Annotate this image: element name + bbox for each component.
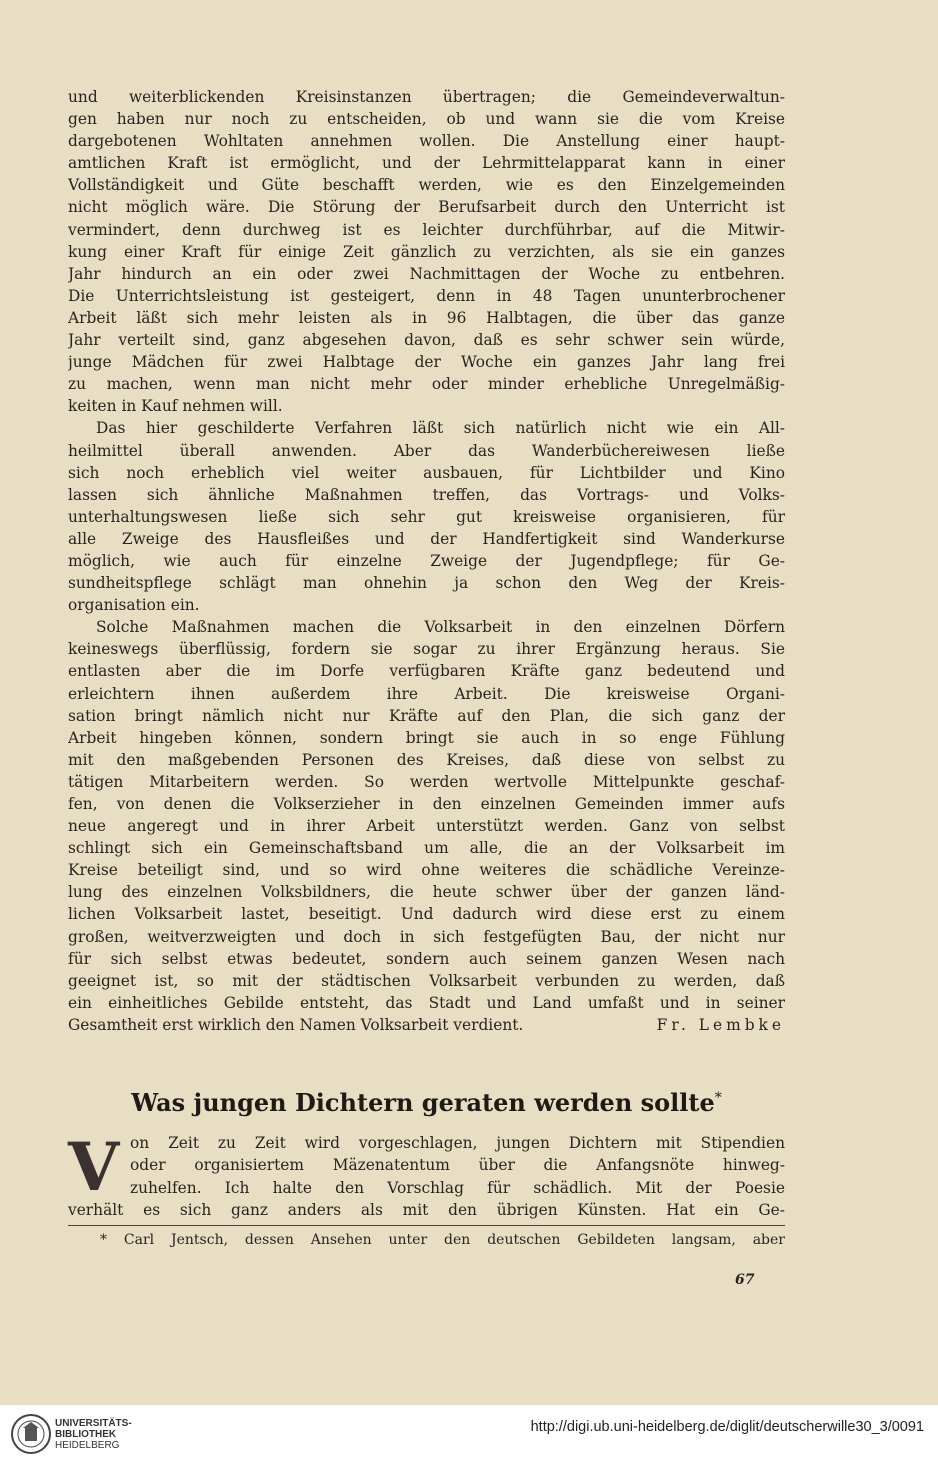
text-line: heilmittel überall anwenden. Aber das Wanderbüchereiwesen ließe xyxy=(68,441,785,460)
text-line: keineswegs überflüssig, fordern sie sogar zu ihrer Ergänzung heraus. Sie xyxy=(68,640,785,659)
viewer-footer xyxy=(0,1405,938,1474)
article-heading xyxy=(68,1088,785,1117)
text-line: lung des einzelnen Volksbildners, die heute schwer über der ganzen länd- xyxy=(68,883,785,902)
text-line: und weiterblickenden Kreisinstanzen übertragen; die Gemeindeverwaltun- xyxy=(68,88,785,106)
article-line: on Zeit zu Zeit wird vorgeschlagen, jungen Dichtern mit Stipendien xyxy=(130,1134,785,1152)
university-seal-icon xyxy=(10,1413,52,1455)
text-line: sation bringt nämlich nicht nur Kräfte auf den Plan, die sich ganz der xyxy=(68,706,785,725)
footnote-divider xyxy=(68,1225,785,1226)
text-line: nicht möglich wäre. Die Störung der Berufsarbeit durch den Unterricht ist xyxy=(68,198,785,217)
text-line: sundheitspflege schlägt man ohnehin ja schon den Weg der Kreis- xyxy=(68,574,785,593)
footnote-marker: * xyxy=(714,1090,722,1106)
article-line: zuhelfen. Ich halte den Vorschlag für schädlich. Mit der Poesie xyxy=(130,1178,785,1197)
text-line: junge Mädchen für zwei Halbtage der Woche ein ganzes Jahr lang frei xyxy=(68,353,785,372)
text-line: Vollständigkeit und Güte beschafft werden, wie es den Einzelgemeinden xyxy=(68,176,785,195)
text-line: zu machen, wenn man nicht mehr oder minder erhebliche Unregelmäßig- xyxy=(68,375,785,394)
text-line: Arbeit hingeben können, sondern bringt sie auch in so enge Fühlung xyxy=(68,728,785,747)
article-body xyxy=(68,1128,785,1222)
text-line: keiten in Kauf nehmen will. xyxy=(68,397,283,416)
text-line: neue angeregt und in ihrer Arbeit unterstützt werden. Ganz von selbst xyxy=(68,817,785,836)
text-line: organisation ein. xyxy=(68,596,200,615)
article-line: verhält es sich ganz anders als mit den übrigen Künsten. Hat ein Ge- xyxy=(68,1201,785,1220)
footnote: * Carl Jentsch, dessen Ansehen unter den deutschen Gebildeten langsam, aber xyxy=(100,1232,785,1248)
paragraph-1 xyxy=(68,86,785,417)
logo-line-2: BIBLIOTHEK xyxy=(55,1429,117,1440)
text-line: Kreise beteiligt sind, und so wird ohne weiteres die schädliche Vereinze- xyxy=(68,861,785,880)
text-line: Jahr verteilt sind, ganz abgesehen davon, daß es sehr schwer sein würde, xyxy=(68,331,785,350)
text-line: fen, von denen die Volkserzieher in den einzelnen Gemeinden immer aufs xyxy=(68,795,785,813)
text-line: für sich selbst etwas bedeutet, sondern auch seinem ganzen Wesen nach xyxy=(68,949,785,968)
text-line: Arbeit läßt sich mehr leisten als in 96 Halbtagen, die über das ganze xyxy=(68,308,785,327)
paragraph-3 xyxy=(68,616,785,1014)
library-logo-text xyxy=(55,1418,132,1451)
logo-line-3: HEIDELBERG xyxy=(55,1440,120,1451)
text-line: Solche Maßnahmen machen die Volksarbeit in den einzelnen Dörfern xyxy=(96,618,785,637)
text-line: geeignet ist, so mit der städtischen Volksarbeit verbunden zu werden, daß xyxy=(68,971,785,990)
text-line: lichen Volksarbeit lastet, beseitigt. Und dadurch wird diese erst zu einem xyxy=(68,905,785,924)
text-line: großen, weitverzweigten und doch in sich festgefügten Bau, der nicht nur xyxy=(68,927,785,946)
text-line: schlingt sich ein Gemeinschaftsband um alle, die an der Volksarbeit im xyxy=(68,839,785,858)
text-line: lassen sich ähnliche Maßnahmen treffen, das Vortrags- und Volks- xyxy=(68,485,785,504)
text-line: unterhaltungswesen ließe sich sehr gut kreisweise organisieren, für xyxy=(68,507,785,526)
page-url[interactable]: http://digi.ub.uni-heidelberg.de/diglit/deutscherwille30_3/0091 xyxy=(530,1419,924,1435)
heading-text: Was jungen Dichtern geraten werden sollte xyxy=(131,1088,715,1117)
text-line: gen haben nur noch zu entscheiden, ob und wann sie die vom Kreise xyxy=(68,110,785,129)
article-line: oder organisiertem Mäzenatentum über die Anfangsnöte hinweg- xyxy=(130,1156,785,1175)
text-line: vermindert, denn durchweg ist es leichter durchführbar, auf die Mitwir- xyxy=(68,220,785,239)
text-line: kung einer Kraft für einige Zeit gänzlich zu verzichten, als sie ein ganzes xyxy=(68,242,785,261)
text-line: Jahr hindurch an ein oder zwei Nachmittagen der Woche zu entbehren. xyxy=(68,264,785,283)
paragraph-2 xyxy=(68,417,785,616)
page-number: 67 xyxy=(735,1272,755,1288)
text-line: ein einheitliches Gebilde entsteht, das Stadt und Land umfaßt und in seiner xyxy=(68,993,785,1012)
author-signature: Fr. Lembke xyxy=(656,1015,785,1034)
logo-line-1: UNIVERSITÄTS- xyxy=(55,1418,132,1429)
text-line: entlasten aber die im Dorfe verfügbaren Kräfte ganz bedeutend und xyxy=(68,662,785,681)
text-line: sich noch erheblich viel weiter ausbauen, für Lichtbilder und Kino xyxy=(68,463,785,482)
closing-text: Gesamtheit erst wirklich den Namen Volksarbeit verdient. xyxy=(68,1015,524,1034)
main-text xyxy=(68,86,785,1036)
article-lines xyxy=(68,1128,785,1222)
text-line: tätigen Mitarbeitern werden. So werden wertvolle Mittelpunkte geschaf- xyxy=(68,772,785,791)
text-line: dargebotenen Wohltaten annehmen wollen. Die Anstellung einer haupt- xyxy=(68,132,785,151)
text-line: Die Unterrichtsleistung ist gesteigert, denn in 48 Tagen ununterbrochener xyxy=(68,286,785,305)
text-line: Das hier geschilderte Verfahren läßt sich natürlich nicht wie ein All- xyxy=(96,419,785,438)
text-line: mit den maßgebenden Personen des Kreises, daß diese von selbst zu xyxy=(68,750,785,769)
drop-cap: V xyxy=(68,1128,120,1206)
text-line: erleichtern ihnen außerdem ihre Arbeit. Die kreisweise Organi- xyxy=(68,684,785,703)
text-line: möglich, wie auch für einzelne Zweige der Jugendpflege; für Ge- xyxy=(68,551,785,570)
closing-line xyxy=(68,1014,785,1036)
text-line: alle Zweige des Hausfleißes und der Handfertigkeit sind Wanderkurse xyxy=(68,529,785,548)
text-line: amtlichen Kraft ist ermöglicht, und der Lehrmittelapparat kann in einer xyxy=(68,154,785,173)
